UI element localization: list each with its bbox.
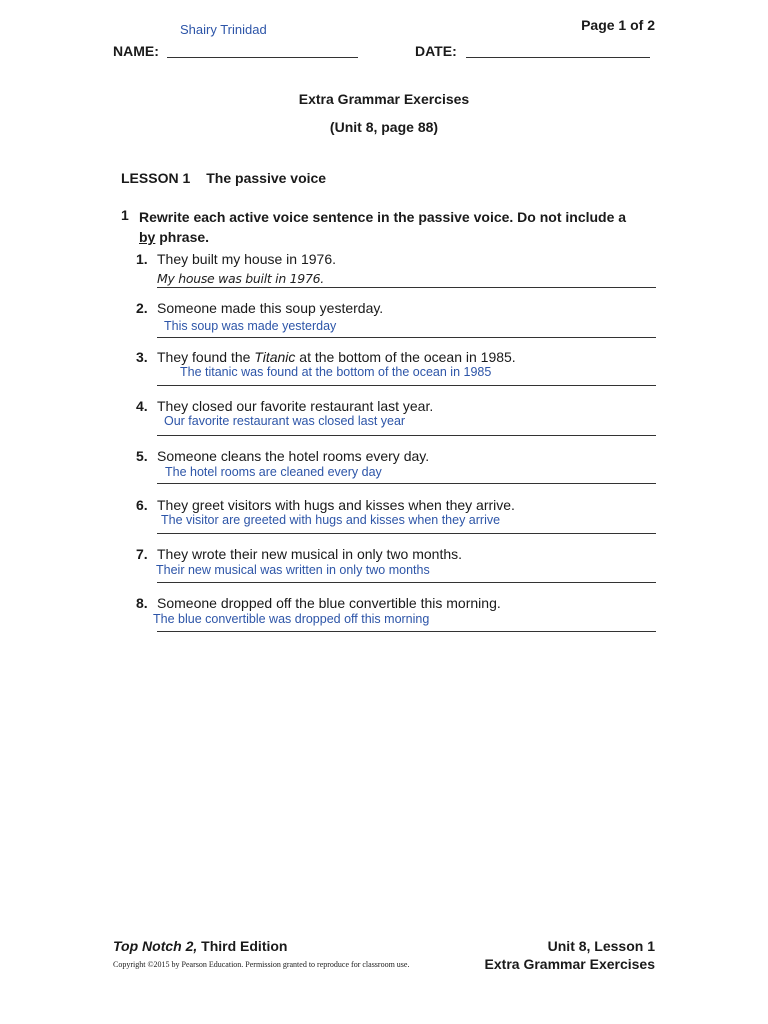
lesson-number: LESSON 1 — [121, 170, 191, 186]
date-line — [466, 57, 650, 58]
instruction-by-word: by — [139, 229, 156, 245]
item-question: They greet visitors with hugs and kisses when they arrive. — [157, 497, 515, 513]
exercise-item-1 — [0, 251, 768, 300]
answer-line — [157, 385, 656, 386]
answer-line — [157, 631, 656, 632]
item-answer[interactable]: The visitor are greeted with hugs and kisses when they arrive — [161, 513, 501, 527]
item-number: 2. — [136, 300, 148, 316]
page-number: Page 1 of 2 — [581, 17, 655, 33]
answer-line — [157, 582, 656, 583]
exercise-item-6 — [0, 497, 768, 546]
item-question: Someone dropped off the blue convertible this morning. — [157, 595, 501, 611]
footer-book-title — [113, 938, 287, 954]
item-answer[interactable]: My house was built in 1976. — [157, 271, 324, 286]
exercise-item-4 — [0, 398, 768, 447]
lesson-topic: The passive voice — [206, 170, 327, 186]
exercise-item-5 — [0, 448, 768, 497]
exercise-instruction — [139, 207, 659, 247]
item-answer[interactable]: The hotel rooms are cleaned every day — [165, 465, 382, 479]
item-number: 1. — [136, 251, 148, 267]
item-question: Someone made this soup yesterday. — [157, 300, 384, 316]
book-title: Top Notch 2, — [113, 938, 198, 954]
answer-line — [157, 483, 656, 484]
lesson-heading — [121, 170, 326, 186]
exercise-item-3 — [0, 349, 768, 398]
answer-line — [157, 533, 656, 534]
name-line — [167, 57, 358, 58]
date-label: DATE: — [415, 43, 457, 59]
item-number: 8. — [136, 595, 148, 611]
item-question: They wrote their new musical in only two months. — [157, 546, 463, 562]
item-number: 7. — [136, 546, 148, 562]
item-question: They closed our favorite restaurant last year. — [157, 398, 434, 414]
answer-line — [157, 435, 656, 436]
worksheet-subtitle: (Unit 8, page 88) — [329, 119, 439, 135]
exercise-item-8 — [0, 595, 768, 644]
answer-line — [157, 337, 656, 338]
item-answer[interactable]: The titanic was found at the bottom of the ocean in 1985 — [180, 365, 492, 379]
item-number: 5. — [136, 448, 148, 464]
item-answer[interactable]: Our favorite restaurant was closed last year — [164, 414, 406, 428]
instruction-text: Rewrite each active voice sentence in the passive voice. Do not include a — [139, 209, 627, 225]
student-name-entry: Shairy Trinidad — [180, 22, 267, 37]
item-answer[interactable]: This soup was made yesterday — [164, 319, 337, 333]
footer-unit-lesson: Unit 8, Lesson 1 — [547, 938, 655, 954]
item-number: 3. — [136, 349, 148, 365]
exercise-number: 1 — [121, 207, 129, 223]
footer-section: Extra Grammar Exercises — [484, 956, 655, 972]
book-edition: Third Edition — [201, 938, 288, 954]
name-label: NAME: — [113, 43, 159, 59]
footer-copyright: Copyright ©2015 by Pearson Education. Permission granted to reproduce for classroom use. — [113, 960, 410, 969]
exercise-item-2 — [0, 300, 768, 349]
item-question: Someone cleans the hotel rooms every day. — [157, 448, 430, 464]
instruction-end: phrase. — [159, 229, 210, 245]
item-question: They built my house in 1976. — [157, 251, 336, 267]
item-question: They found the Titanic at the bottom of the ocean in 1985. — [157, 349, 516, 365]
item-number: 6. — [136, 497, 148, 513]
item-answer[interactable]: The blue convertible was dropped off this morning — [153, 612, 430, 626]
item-answer[interactable]: Their new musical was written in only two months — [156, 563, 430, 577]
worksheet-title: Extra Grammar Exercises — [298, 91, 470, 107]
answer-line — [157, 287, 656, 288]
item-number: 4. — [136, 398, 148, 414]
exercise-item-7 — [0, 546, 768, 595]
